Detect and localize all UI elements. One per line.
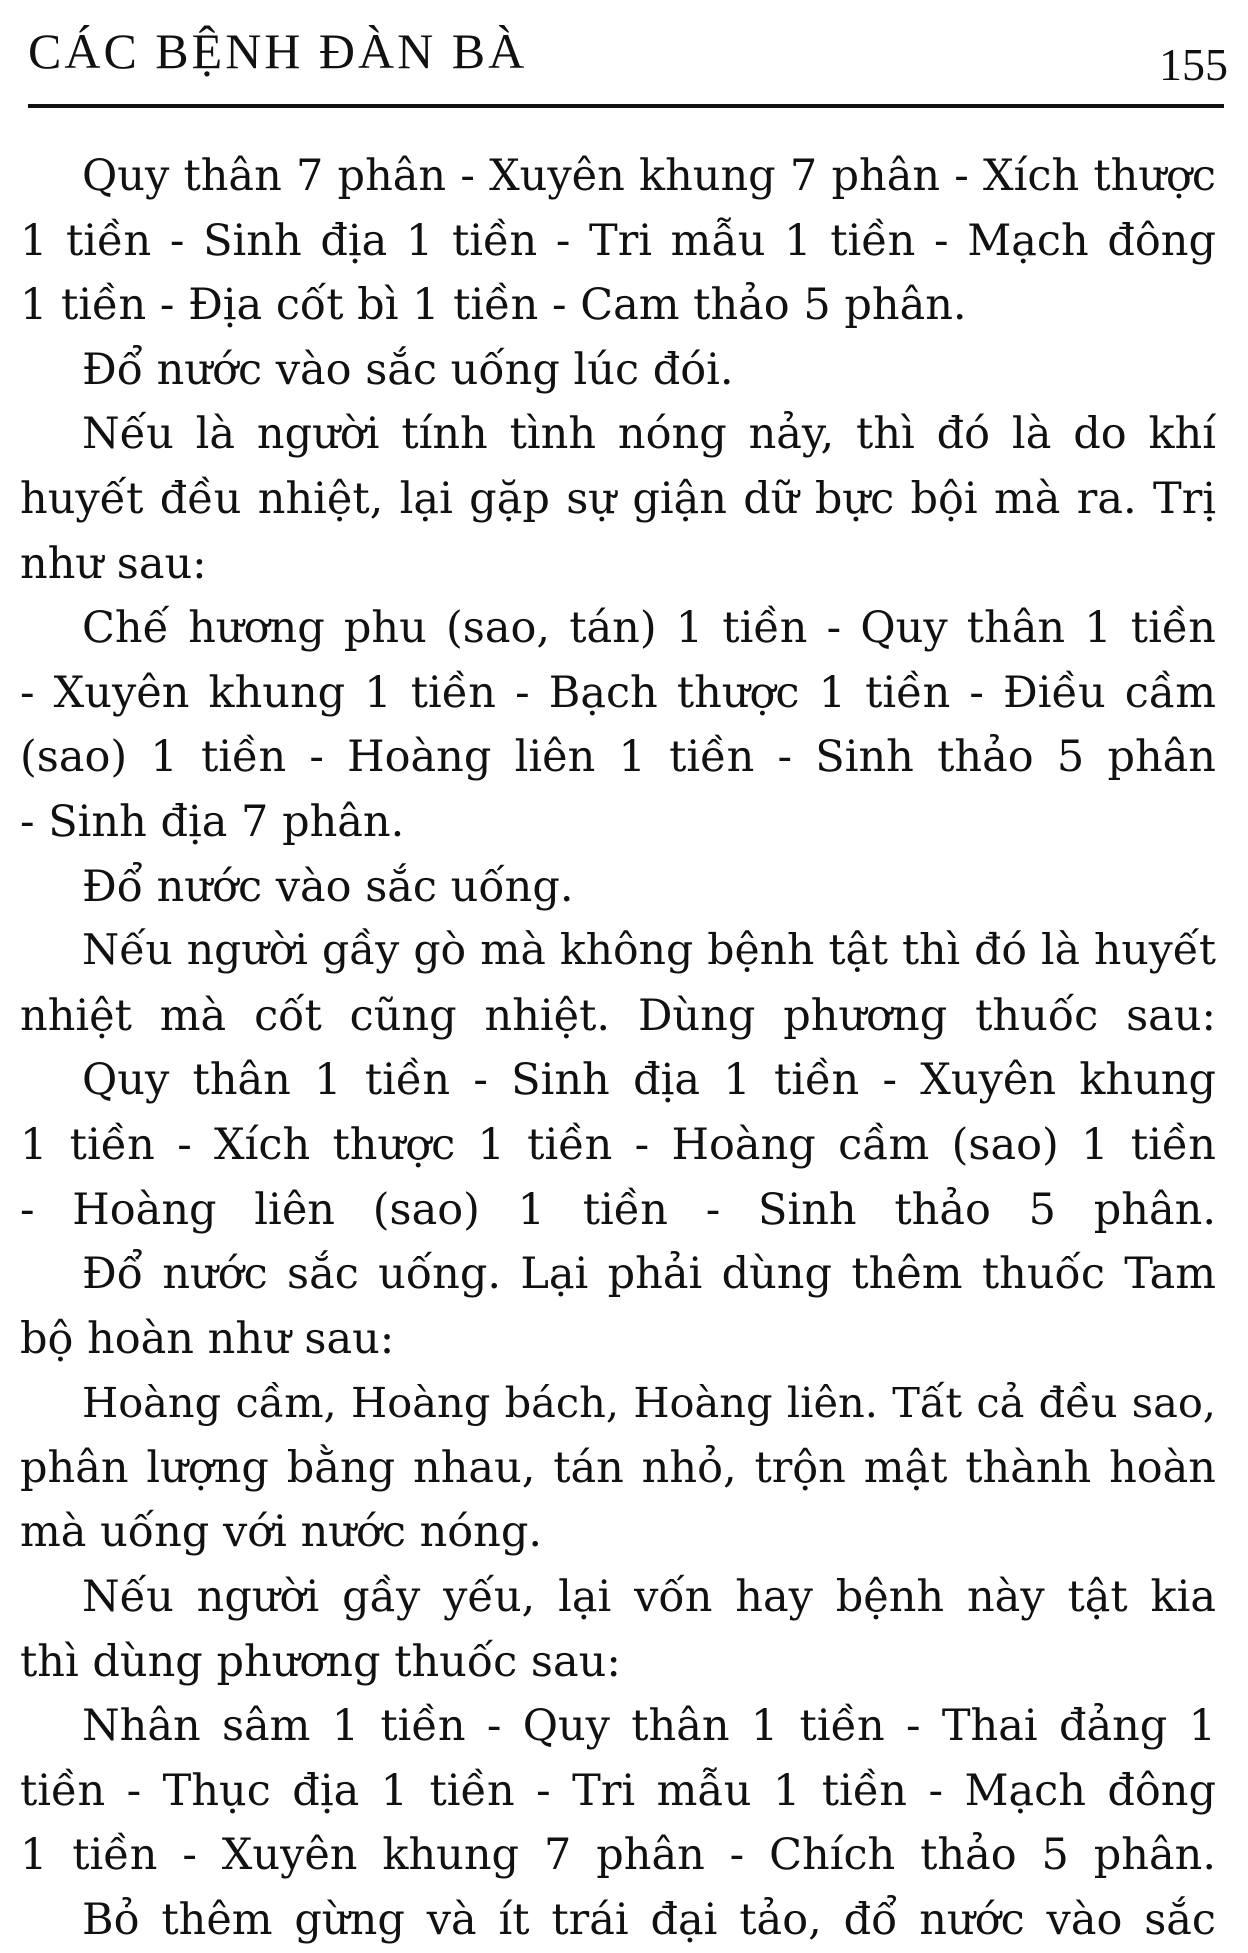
- text-line: 1 tiền - Xích thược 1 tiền - Hoàng cầm (sao) 1 tiền: [20, 1119, 1216, 1170]
- text-line: - Xuyên khung 1 tiền - Bạch thược 1 tiền - Điều cầm: [20, 667, 1216, 718]
- page-number: 155: [1159, 39, 1228, 90]
- text-line: - Hoàng liên (sao) 1 tiền - Sinh thảo 5 phân.: [20, 1184, 1216, 1235]
- text-line: Nhân sâm 1 tiền - Quy thân 1 tiền - Thai đảng 1: [82, 1701, 1216, 1752]
- running-head: CÁC BỆNH ĐÀN BÀ: [28, 23, 528, 79]
- body-text: [20, 144, 1220, 1953]
- text-line: bộ hoàn như sau:: [20, 1313, 395, 1364]
- text-line: 1 tiền - Sinh địa 1 tiền - Tri mẫu 1 tiền - Mạch đông: [20, 215, 1216, 266]
- text-line: thì dùng phương thuốc sau:: [20, 1636, 621, 1687]
- text-line: Hoàng cầm, Hoàng bách, Hoàng liên. Tất cả đều sao,: [82, 1378, 1216, 1428]
- text-line: mà uống với nước nóng.: [20, 1507, 543, 1558]
- text-line: - Sinh địa 7 phân.: [20, 796, 405, 847]
- text-line: phân lượng bằng nhau, tán nhỏ, trộn mật thành hoàn: [20, 1442, 1216, 1493]
- text-line: huyết đều nhiệt, lại gặp sự giận dữ bực bội mà ra. Trị: [20, 473, 1216, 524]
- text-line: Nếu người gầy gò mà không bệnh tật thì đó là huyết: [82, 926, 1216, 976]
- text-line: Đổ nước sắc uống. Lại phải dùng thêm thuốc Tam: [82, 1249, 1216, 1300]
- text-line: Nếu người gầy yếu, lại vốn hay bệnh này tật kia: [82, 1572, 1216, 1623]
- text-line: nhiệt mà cốt cũng nhiệt. Dùng phương thuốc sau:: [20, 990, 1216, 1041]
- text-line: Bỏ thêm gừng và ít trái đại tảo, đổ nước vào sắc: [82, 1895, 1216, 1946]
- text-line: Chế hương phu (sao, tán) 1 tiền - Quy thân 1 tiền: [82, 603, 1216, 654]
- page-header: [28, 14, 1228, 114]
- text-line: Đổ nước vào sắc uống lúc đói.: [82, 344, 734, 395]
- text-line: 1 tiền - Địa cốt bì 1 tiền - Cam thảo 5 phân.: [20, 280, 967, 331]
- text-line: Đổ nước vào sắc uống.: [82, 861, 574, 912]
- text-line: tiền - Thục địa 1 tiền - Tri mẫu 1 tiền - Mạch đông: [20, 1765, 1216, 1816]
- text-line: Nếu là người tính tình nóng nảy, thì đó là do khí: [82, 409, 1216, 460]
- text-line: (sao) 1 tiền - Hoàng liên 1 tiền - Sinh thảo 5 phân: [20, 732, 1216, 783]
- text-line: Quy thân 1 tiền - Sinh địa 1 tiền - Xuyên khung: [82, 1055, 1216, 1106]
- text-line: như sau:: [20, 538, 207, 589]
- text-line: Quy thân 7 phân - Xuyên khung 7 phân - Xích thược: [82, 151, 1216, 201]
- text-line: 1 tiền - Xuyên khung 7 phân - Chích thảo 5 phân.: [20, 1830, 1216, 1881]
- header-rule: [28, 104, 1224, 108]
